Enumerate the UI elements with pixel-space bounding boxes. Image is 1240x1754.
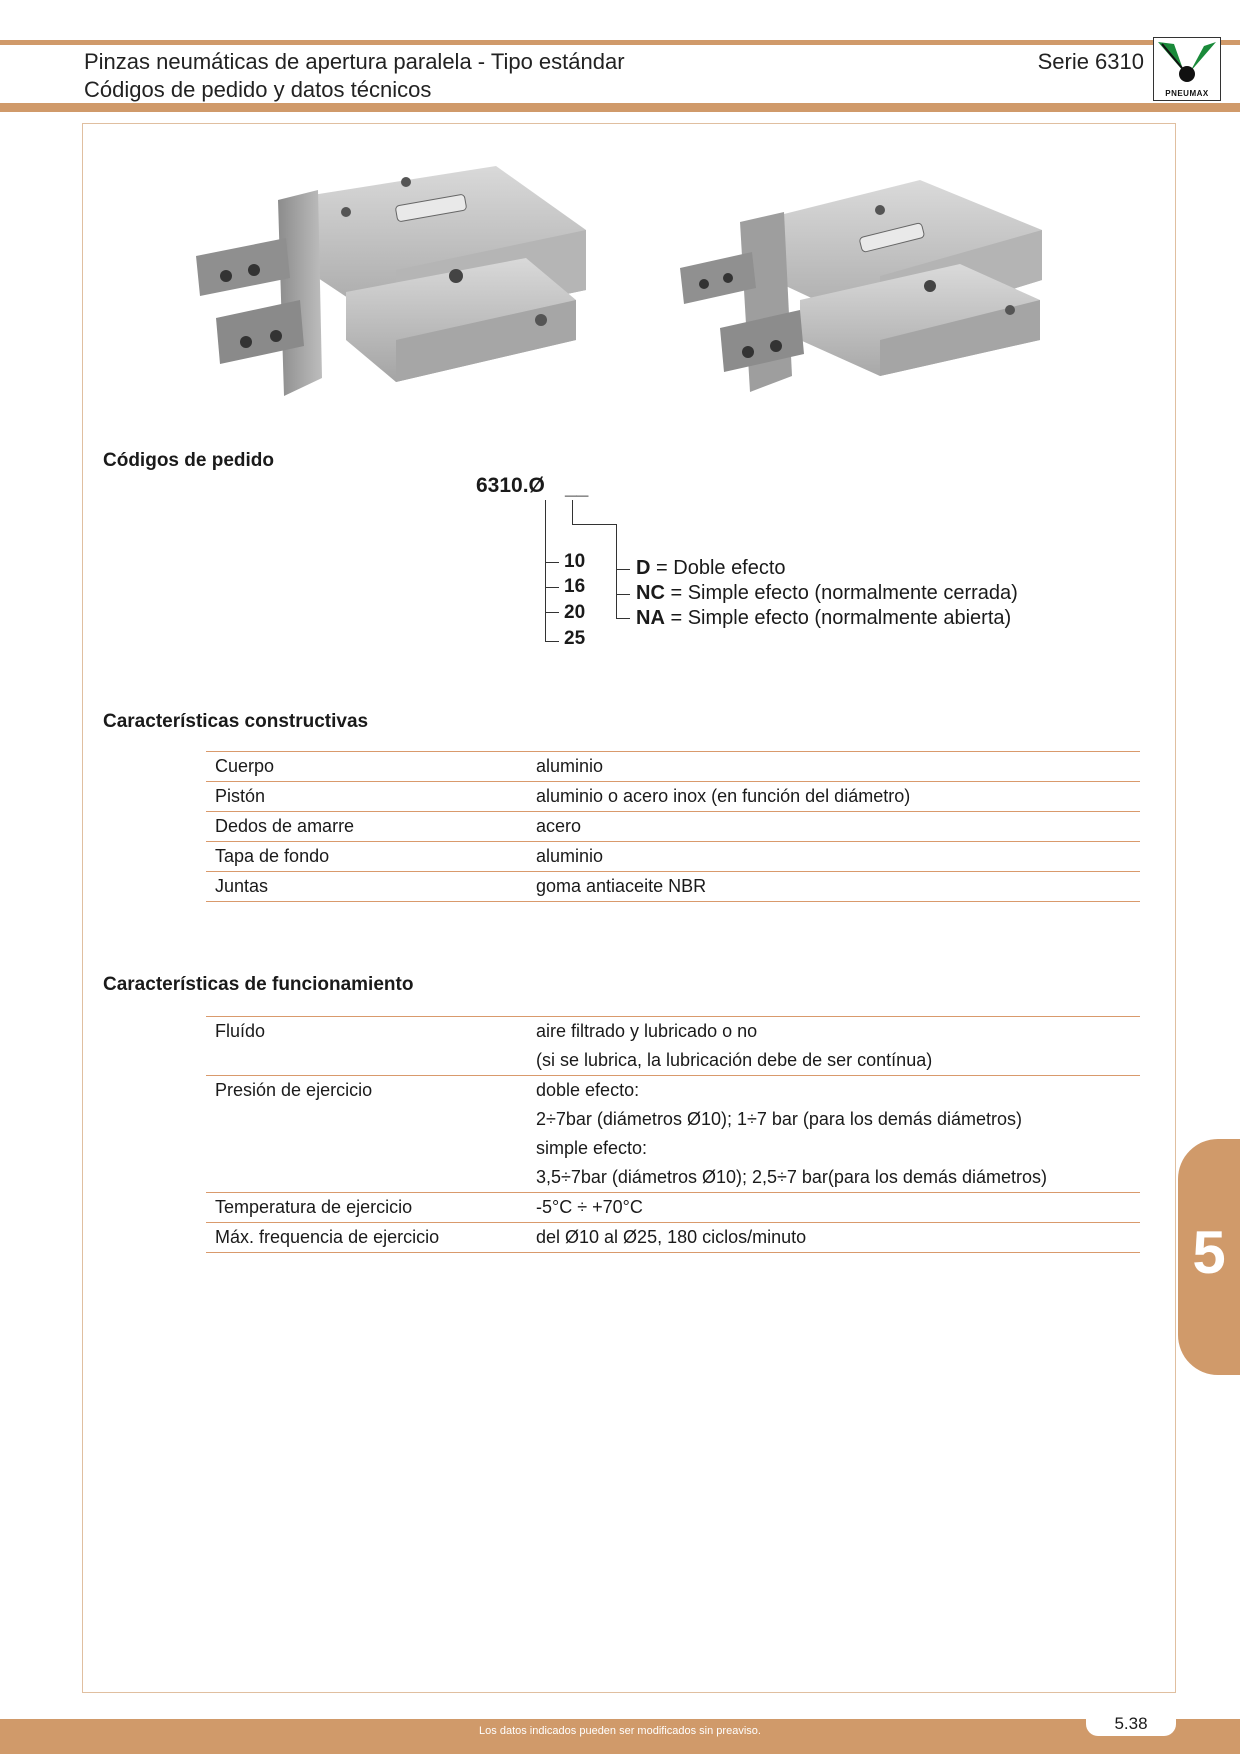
spec-key: Dedos de amarre <box>206 812 527 842</box>
operation-title: Características de funcionamiento <box>103 974 414 995</box>
pneumax-logo <box>1153 37 1221 101</box>
footer-note: Los datos indicados pueden ser modificados sin preaviso. <box>479 1725 761 1737</box>
spec-key-empty <box>206 1105 527 1134</box>
table-row <box>206 1223 1140 1253</box>
spec-key: Fluído <box>206 1017 527 1047</box>
page-number: 5.38 <box>1114 1714 1148 1733</box>
spec-value: simple efecto: <box>536 1138 648 1158</box>
spec-key: Juntas <box>206 872 527 902</box>
diameter-10: 10 <box>564 551 586 572</box>
spec-key-empty <box>206 1046 527 1076</box>
table-row <box>206 1017 1140 1047</box>
option-tick-nc <box>616 594 630 595</box>
spec-value: (si se lubrica, la lubricación debe de ser contínua) <box>536 1050 933 1070</box>
option-code: D <box>636 557 651 579</box>
spec-value: acero <box>527 812 1140 842</box>
option-d <box>636 557 786 580</box>
option-equals: = <box>664 582 688 604</box>
series-label: Serie 6310 <box>1037 49 1144 74</box>
ordering-title: Códigos de pedido <box>103 450 274 471</box>
spec-value: aluminio <box>527 842 1140 872</box>
header-top-rule <box>0 40 1240 45</box>
diameter-tick-20 <box>545 612 559 613</box>
diameter-25: 25 <box>564 628 586 649</box>
table-row <box>206 872 1140 902</box>
table-row <box>206 812 1140 842</box>
option-bracket-elbow <box>572 524 617 525</box>
spec-key: Cuerpo <box>206 752 527 782</box>
table-row <box>206 1105 1140 1134</box>
option-bracket-top <box>572 500 573 524</box>
option-na <box>636 607 1011 630</box>
option-desc: Doble efecto <box>673 557 786 579</box>
option-nc <box>636 582 1018 605</box>
spec-key: Pistón <box>206 782 527 812</box>
order-code: 6310.Ø <box>476 474 545 497</box>
diameter-16: 16 <box>564 576 586 597</box>
option-desc: Simple efecto (normalmente cerrada) <box>687 582 1018 604</box>
spec-value: aire filtrado y lubricado o no <box>527 1017 1140 1047</box>
construction-title: Características constructivas <box>103 711 369 732</box>
gripper-image-left <box>196 160 586 420</box>
spec-value: aluminio o acero inox (en función del diámetro) <box>527 782 1140 812</box>
gripper-image-right <box>680 160 1060 420</box>
table-row <box>206 752 1140 782</box>
page-title <box>84 48 625 104</box>
diameter-bracket-vertical <box>545 500 546 642</box>
option-equals: = <box>664 607 688 629</box>
option-equals: = <box>650 557 674 579</box>
order-code-blank: __ <box>565 476 589 499</box>
table-row <box>206 1193 1140 1223</box>
spec-value: 3,5÷7bar (diámetros Ø10); 2,5÷7 bar(para los demás diámetros) <box>536 1167 1047 1187</box>
spec-value: -5°C ÷ +70°C <box>527 1193 1140 1223</box>
operation-table <box>206 1016 1140 1253</box>
spec-value: del Ø10 al Ø25, 180 ciclos/minuto <box>527 1223 1140 1253</box>
option-code: NC <box>636 582 665 604</box>
diameter-tick-25 <box>545 641 559 642</box>
table-row <box>206 1134 1140 1163</box>
spec-key-empty <box>206 1134 527 1163</box>
chapter-number: 5 <box>1192 1219 1226 1286</box>
table-row <box>206 1046 1140 1076</box>
header-bottom-rule <box>0 103 1240 112</box>
option-code: NA <box>636 607 665 629</box>
table-row <box>206 1076 1140 1106</box>
logo-text: PNEUMAX <box>1165 89 1209 98</box>
diameter-tick-10 <box>545 562 559 563</box>
page-title-line2: Códigos de pedido y datos técnicos <box>84 77 432 102</box>
construction-table <box>206 751 1140 902</box>
diameter-tick-16 <box>545 587 559 588</box>
spec-key: Máx. frequencia de ejercicio <box>206 1223 527 1253</box>
table-row <box>206 782 1140 812</box>
spec-key: Presión de ejercicio <box>206 1076 527 1106</box>
table-row <box>206 842 1140 872</box>
spec-value: doble efecto: <box>527 1076 1140 1106</box>
page-title-line1: Pinzas neumáticas de apertura paralela - Tipo estándar <box>84 49 625 74</box>
option-bracket-vertical <box>616 524 617 618</box>
logo-mark-icon <box>1154 38 1220 88</box>
option-tick-d <box>616 569 630 570</box>
option-desc: Simple efecto (normalmente abierta) <box>687 607 1012 629</box>
spec-value: 2÷7bar (diámetros Ø10); 1÷7 bar (para los demás diámetros) <box>536 1109 1022 1129</box>
table-row <box>206 1163 1140 1193</box>
spec-key: Tapa de fondo <box>206 842 527 872</box>
spec-value: aluminio <box>527 752 1140 782</box>
spec-key: Temperatura de ejercicio <box>206 1193 527 1223</box>
diameter-20: 20 <box>564 602 586 623</box>
spec-value: goma antiaceite NBR <box>527 872 1140 902</box>
option-tick-na <box>616 618 630 619</box>
spec-key-empty <box>206 1163 527 1193</box>
